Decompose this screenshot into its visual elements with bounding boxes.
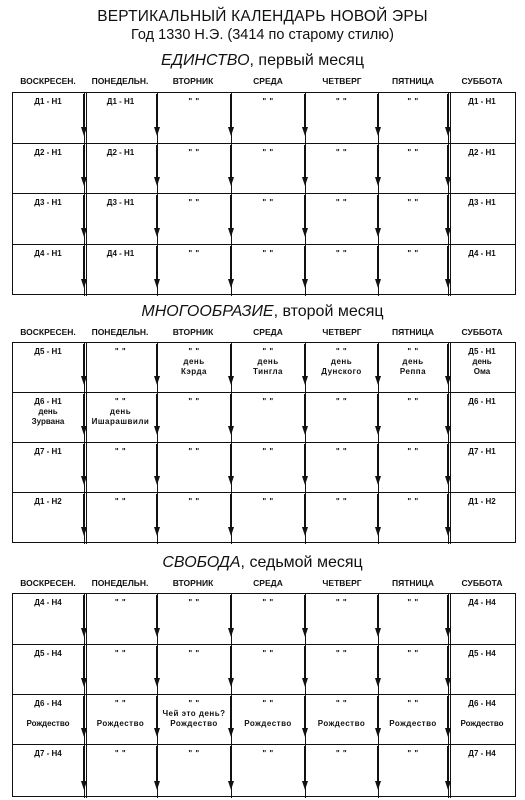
calendar-cell: Д6 - Н4 Рождество: [26, 699, 70, 728]
calendar-cell: " ": [262, 198, 274, 207]
down-arrow: [377, 394, 378, 428]
down-arrow: [156, 444, 157, 478]
arrow-head: [302, 781, 308, 790]
arrow-head: [445, 127, 451, 136]
calendar-cell: " ": [188, 97, 200, 106]
arrow-head: [154, 476, 160, 485]
down-arrow: [377, 246, 378, 281]
down-arrow: [83, 145, 84, 179]
calendar-cell: Д2 - Н1: [106, 148, 135, 157]
arrow-head: [154, 426, 160, 435]
arrow-head: [154, 728, 160, 737]
down-arrow: [156, 246, 157, 281]
month-title: [0, 303, 525, 321]
row-divider: [13, 244, 515, 245]
down-arrow: [304, 494, 305, 529]
down-arrow: [230, 394, 231, 428]
day-header: ВОСКРЕСЕН.: [20, 76, 76, 86]
arrow-head: [228, 527, 234, 536]
calendar-cell: " " день Реппа: [399, 347, 427, 376]
day-header: СРЕДА: [253, 76, 283, 86]
calendar-cell: Д4 - Н4: [468, 598, 496, 607]
month-grid: [12, 593, 516, 797]
down-arrow: [304, 145, 305, 179]
calendar-cell: " ": [335, 249, 348, 258]
calendar-cell: Д1 - Н1: [468, 97, 496, 106]
arrow-head: [445, 781, 451, 790]
row-divider: [13, 744, 515, 745]
arrow-head: [228, 177, 234, 186]
arrow-head: [228, 678, 234, 687]
day-header: ВТОРНИК: [172, 578, 214, 588]
arrow-head: [302, 476, 308, 485]
calendar-cell: " ": [335, 447, 348, 456]
arrow-head: [81, 228, 87, 237]
down-arrow: [156, 344, 157, 378]
arrow-head: [302, 127, 308, 136]
down-arrow: [156, 195, 157, 230]
down-arrow: [447, 344, 448, 378]
calendar-cell: " ": [188, 447, 200, 456]
down-arrow: [83, 246, 84, 281]
calendar-cell: " ": [188, 148, 200, 157]
arrow-head: [154, 376, 160, 385]
down-arrow: [230, 696, 231, 730]
calendar-cell: " ": [407, 749, 419, 758]
calendar-cell: " ": [407, 148, 419, 157]
day-header-row: [0, 578, 525, 590]
calendar-cell: " ": [114, 649, 127, 658]
down-arrow: [230, 646, 231, 680]
arrow-head: [302, 628, 308, 637]
arrow-head: [375, 781, 381, 790]
arrow-head: [302, 527, 308, 536]
down-arrow: [377, 145, 378, 179]
down-arrow: [156, 394, 157, 428]
column-divider: [84, 343, 87, 544]
month-title: [0, 554, 525, 572]
calendar-cell: Д1 - Н2: [468, 497, 496, 506]
down-arrow: [230, 246, 231, 281]
column-divider: [305, 93, 306, 296]
arrow-head: [302, 678, 308, 687]
calendar-cell: " " Рождество: [389, 699, 437, 728]
calendar-cell: Д2 - Н1: [34, 148, 62, 157]
calendar-cell: " ": [262, 497, 274, 506]
calendar-cell: Д4 - Н1: [106, 249, 135, 258]
month-suffix: , седьмой месяц: [240, 554, 363, 571]
column-divider: [448, 93, 451, 296]
down-arrow: [230, 444, 231, 478]
month-suffix: , первый месяц: [249, 52, 364, 69]
arrow-head: [302, 177, 308, 186]
calendar-cell: " ": [407, 649, 419, 658]
down-arrow: [230, 746, 231, 783]
day-header: ПОНЕДЕЛЬН.: [91, 578, 149, 588]
calendar-cell: Д6 - Н1 день Зурвана: [31, 397, 65, 426]
down-arrow: [304, 344, 305, 378]
column-divider: [378, 594, 379, 798]
down-arrow: [83, 394, 84, 428]
calendar-cell: " ": [335, 598, 348, 607]
column-divider: [378, 93, 379, 296]
calendar-cell: Д7 - Н4: [34, 749, 62, 758]
arrow-head: [302, 728, 308, 737]
down-arrow: [83, 444, 84, 478]
month-grid: [12, 92, 516, 295]
calendar-cell: " " Рождество: [244, 699, 292, 728]
down-arrow: [304, 646, 305, 680]
down-arrow: [377, 696, 378, 730]
calendar-cell: " ": [407, 397, 419, 406]
calendar-cell: " ": [262, 749, 274, 758]
row-divider: [13, 143, 515, 144]
arrow-head: [375, 678, 381, 687]
row-divider: [13, 442, 515, 443]
arrow-head: [445, 279, 451, 288]
day-header: ПЯТНИЦА: [391, 76, 435, 86]
calendar-cell: Д6 - Н1: [468, 397, 496, 406]
arrow-head: [154, 228, 160, 237]
down-arrow: [83, 494, 84, 529]
arrow-head: [445, 628, 451, 637]
arrow-head: [81, 728, 87, 737]
arrow-head: [375, 728, 381, 737]
calendar-cell: " ": [114, 347, 127, 356]
calendar-cell: " ": [262, 249, 274, 258]
calendar-cell: Д6 - Н4 Рождество: [460, 699, 504, 728]
month-name: СВОБОДА: [162, 554, 241, 571]
arrow-head: [154, 127, 160, 136]
month-name: МНОГООБРАЗИЕ: [141, 303, 274, 320]
column-divider: [157, 93, 158, 296]
calendar-cell: " " день Кэрда: [180, 347, 207, 376]
calendar-cell: Д1 - Н1: [34, 97, 62, 106]
arrow-head: [445, 678, 451, 687]
day-header: ВОСКРЕСЕН.: [20, 578, 76, 588]
day-header: СУББОТА: [461, 578, 503, 588]
down-arrow: [230, 195, 231, 230]
arrow-head: [375, 376, 381, 385]
down-arrow: [156, 494, 157, 529]
arrow-head: [154, 177, 160, 186]
calendar-cell: Д5 - Н4: [34, 649, 62, 658]
arrow-head: [154, 678, 160, 687]
arrow-head: [302, 376, 308, 385]
arrow-head: [445, 177, 451, 186]
arrow-head: [375, 177, 381, 186]
arrow-head: [445, 426, 451, 435]
column-divider: [84, 594, 87, 798]
arrow-head: [228, 628, 234, 637]
day-header: ВТОРНИК: [172, 76, 214, 86]
down-arrow: [377, 344, 378, 378]
down-arrow: [230, 344, 231, 378]
arrow-head: [228, 376, 234, 385]
down-arrow: [377, 494, 378, 529]
down-arrow: [377, 746, 378, 783]
calendar-cell: " " день Ишарашвили: [91, 397, 150, 426]
arrow-head: [81, 279, 87, 288]
down-arrow: [377, 195, 378, 230]
calendar-cell: " ": [262, 97, 274, 106]
arrow-head: [302, 228, 308, 237]
calendar-cell: " ": [407, 497, 419, 506]
down-arrow: [304, 696, 305, 730]
down-arrow: [304, 746, 305, 783]
arrow-head: [375, 426, 381, 435]
calendar-cell: " ": [262, 148, 274, 157]
arrow-head: [228, 127, 234, 136]
down-arrow: [83, 746, 84, 783]
arrow-head: [445, 228, 451, 237]
arrow-head: [375, 228, 381, 237]
arrow-head: [228, 426, 234, 435]
column-divider: [84, 93, 87, 296]
column-divider: [231, 594, 232, 798]
down-arrow: [304, 444, 305, 478]
day-header: ПЯТНИЦА: [391, 327, 435, 337]
calendar-cell: " ": [335, 97, 348, 106]
calendar-cell: " ": [335, 397, 348, 406]
row-divider: [13, 392, 515, 393]
down-arrow: [447, 494, 448, 529]
calendar-cell: " ": [188, 198, 200, 207]
arrow-head: [81, 527, 87, 536]
arrow-head: [81, 781, 87, 790]
down-arrow: [156, 696, 157, 730]
day-header: ПОНЕДЕЛЬН.: [91, 76, 149, 86]
down-arrow: [230, 94, 231, 129]
day-header: ВТОРНИК: [172, 327, 214, 337]
down-arrow: [377, 646, 378, 680]
calendar-cell: " ": [114, 447, 127, 456]
day-header-row: [0, 327, 525, 339]
arrow-head: [228, 728, 234, 737]
down-arrow: [447, 444, 448, 478]
row-divider: [13, 694, 515, 695]
down-arrow: [83, 344, 84, 378]
row-divider: [13, 193, 515, 194]
arrow-head: [228, 476, 234, 485]
arrow-head: [228, 228, 234, 237]
down-arrow: [377, 94, 378, 129]
arrow-head: [445, 476, 451, 485]
down-arrow: [83, 595, 84, 630]
calendar-cell: Д5 - Н1: [34, 347, 62, 356]
calendar-cell: Д2 - Н1: [468, 148, 496, 157]
calendar-cell: Д7 - Н1: [468, 447, 496, 456]
down-arrow: [156, 94, 157, 129]
arrow-head: [375, 279, 381, 288]
down-arrow: [156, 145, 157, 179]
down-arrow: [304, 394, 305, 428]
calendar-cell: " ": [188, 649, 200, 658]
down-arrow: [304, 94, 305, 129]
day-header: ЧЕТВЕРГ: [322, 76, 362, 86]
down-arrow: [447, 646, 448, 680]
calendar-cell: " " день Дунского: [321, 347, 362, 376]
arrow-head: [154, 628, 160, 637]
down-arrow: [83, 94, 84, 129]
down-arrow: [447, 394, 448, 428]
arrow-head: [154, 279, 160, 288]
calendar-cell: " ": [114, 598, 127, 607]
down-arrow: [447, 696, 448, 730]
calendar-cell: " ": [335, 649, 348, 658]
calendar-cell: " ": [335, 497, 348, 506]
calendar-cell: Д7 - Н4: [468, 749, 496, 758]
arrow-head: [445, 376, 451, 385]
down-arrow: [447, 94, 448, 129]
down-arrow: [447, 746, 448, 783]
month-suffix: , второй месяц: [273, 303, 384, 320]
column-divider: [231, 93, 232, 296]
calendar-cell: Д5 - Н4: [468, 649, 496, 658]
calendar-cell: Д3 - Н1: [34, 198, 62, 207]
day-header: СРЕДА: [253, 578, 283, 588]
calendar-cell: " ": [335, 749, 348, 758]
calendar-cell: " " Рождество: [96, 699, 145, 728]
down-arrow: [447, 195, 448, 230]
calendar-cell: Д7 - Н1: [34, 447, 62, 456]
calendar-cell: " ": [114, 497, 127, 506]
down-arrow: [377, 595, 378, 630]
down-arrow: [447, 246, 448, 281]
down-arrow: [156, 746, 157, 783]
calendar-cell: " ": [188, 749, 200, 758]
arrow-head: [81, 177, 87, 186]
row-divider: [13, 644, 515, 645]
calendar-cell: Д1 - Н1: [106, 97, 135, 106]
calendar-cell: " " день Тингла: [253, 347, 283, 376]
column-divider: [157, 594, 158, 798]
calendar-cell: Д4 - Н1: [468, 249, 496, 258]
down-arrow: [230, 595, 231, 630]
calendar-cell: " ": [407, 598, 419, 607]
arrow-head: [81, 376, 87, 385]
month-title: [0, 52, 525, 70]
calendar-cell: Д3 - Н1: [106, 198, 135, 207]
calendar-cell: " ": [407, 447, 419, 456]
calendar-cell: " ": [262, 397, 274, 406]
month-name: ЕДИНСТВО: [161, 52, 250, 69]
calendar-cell: " ": [407, 198, 419, 207]
down-arrow: [230, 494, 231, 529]
arrow-head: [154, 527, 160, 536]
arrow-head: [81, 426, 87, 435]
day-header: СУББОТА: [461, 76, 503, 86]
calendar-cell: " ": [188, 397, 200, 406]
day-header: ЧЕТВЕРГ: [322, 327, 362, 337]
arrow-head: [302, 426, 308, 435]
arrow-head: [228, 781, 234, 790]
day-header: ПОНЕДЕЛЬН.: [91, 327, 149, 337]
calendar-cell: " ": [114, 749, 127, 758]
day-header: ВОСКРЕСЕН.: [20, 327, 76, 337]
row-divider: [13, 492, 515, 493]
calendar-cell: " " Чей это день? Рождество: [162, 699, 226, 728]
calendar-cell: Д4 - Н1: [34, 249, 62, 258]
down-arrow: [83, 646, 84, 680]
arrow-head: [375, 476, 381, 485]
calendar-cell: " ": [262, 447, 274, 456]
arrow-head: [445, 527, 451, 536]
day-header-row: [0, 76, 525, 88]
arrow-head: [154, 781, 160, 790]
calendar-cell: " ": [407, 249, 419, 258]
down-arrow: [83, 195, 84, 230]
arrow-head: [375, 127, 381, 136]
down-arrow: [447, 145, 448, 179]
arrow-head: [375, 527, 381, 536]
page-subtitle: Год 1330 Н.Э. (3414 по старому стилю): [131, 27, 394, 43]
down-arrow: [447, 595, 448, 630]
calendar-cell: Д1 - Н2: [34, 497, 62, 506]
arrow-head: [228, 279, 234, 288]
arrow-head: [81, 476, 87, 485]
calendar-cell: " ": [335, 148, 348, 157]
arrow-head: [81, 628, 87, 637]
calendar-cell: " ": [188, 598, 200, 607]
down-arrow: [83, 696, 84, 730]
down-arrow: [156, 595, 157, 630]
down-arrow: [156, 646, 157, 680]
arrow-head: [445, 728, 451, 737]
column-divider: [305, 594, 306, 798]
calendar-cell: " ": [262, 598, 274, 607]
arrow-head: [81, 127, 87, 136]
calendar-cell: " " Рождество: [317, 699, 366, 728]
down-arrow: [377, 444, 378, 478]
arrow-head: [302, 279, 308, 288]
day-header: ЧЕТВЕРГ: [322, 578, 362, 588]
calendar-cell: Д4 - Н4: [34, 598, 62, 607]
calendar-cell: Д3 - Н1: [468, 198, 496, 207]
down-arrow: [304, 195, 305, 230]
calendar-cell: " ": [188, 249, 200, 258]
down-arrow: [230, 145, 231, 179]
day-header: ПЯТНИЦА: [391, 578, 435, 588]
calendar-cell: " ": [335, 198, 348, 207]
calendar-cell: " ": [262, 649, 274, 658]
column-divider: [448, 594, 451, 798]
down-arrow: [304, 246, 305, 281]
arrow-head: [375, 628, 381, 637]
arrow-head: [81, 678, 87, 687]
calendar-cell: Д5 - Н1 день Ома: [468, 347, 496, 376]
calendar-cell: " ": [407, 97, 419, 106]
page-title: ВЕРТИКАЛЬНЫЙ КАЛЕНДАРЬ НОВОЙ ЭРЫ: [97, 8, 428, 25]
day-header: СРЕДА: [253, 327, 283, 337]
down-arrow: [304, 595, 305, 630]
calendar-cell: " ": [188, 497, 200, 506]
day-header: СУББОТА: [461, 327, 503, 337]
